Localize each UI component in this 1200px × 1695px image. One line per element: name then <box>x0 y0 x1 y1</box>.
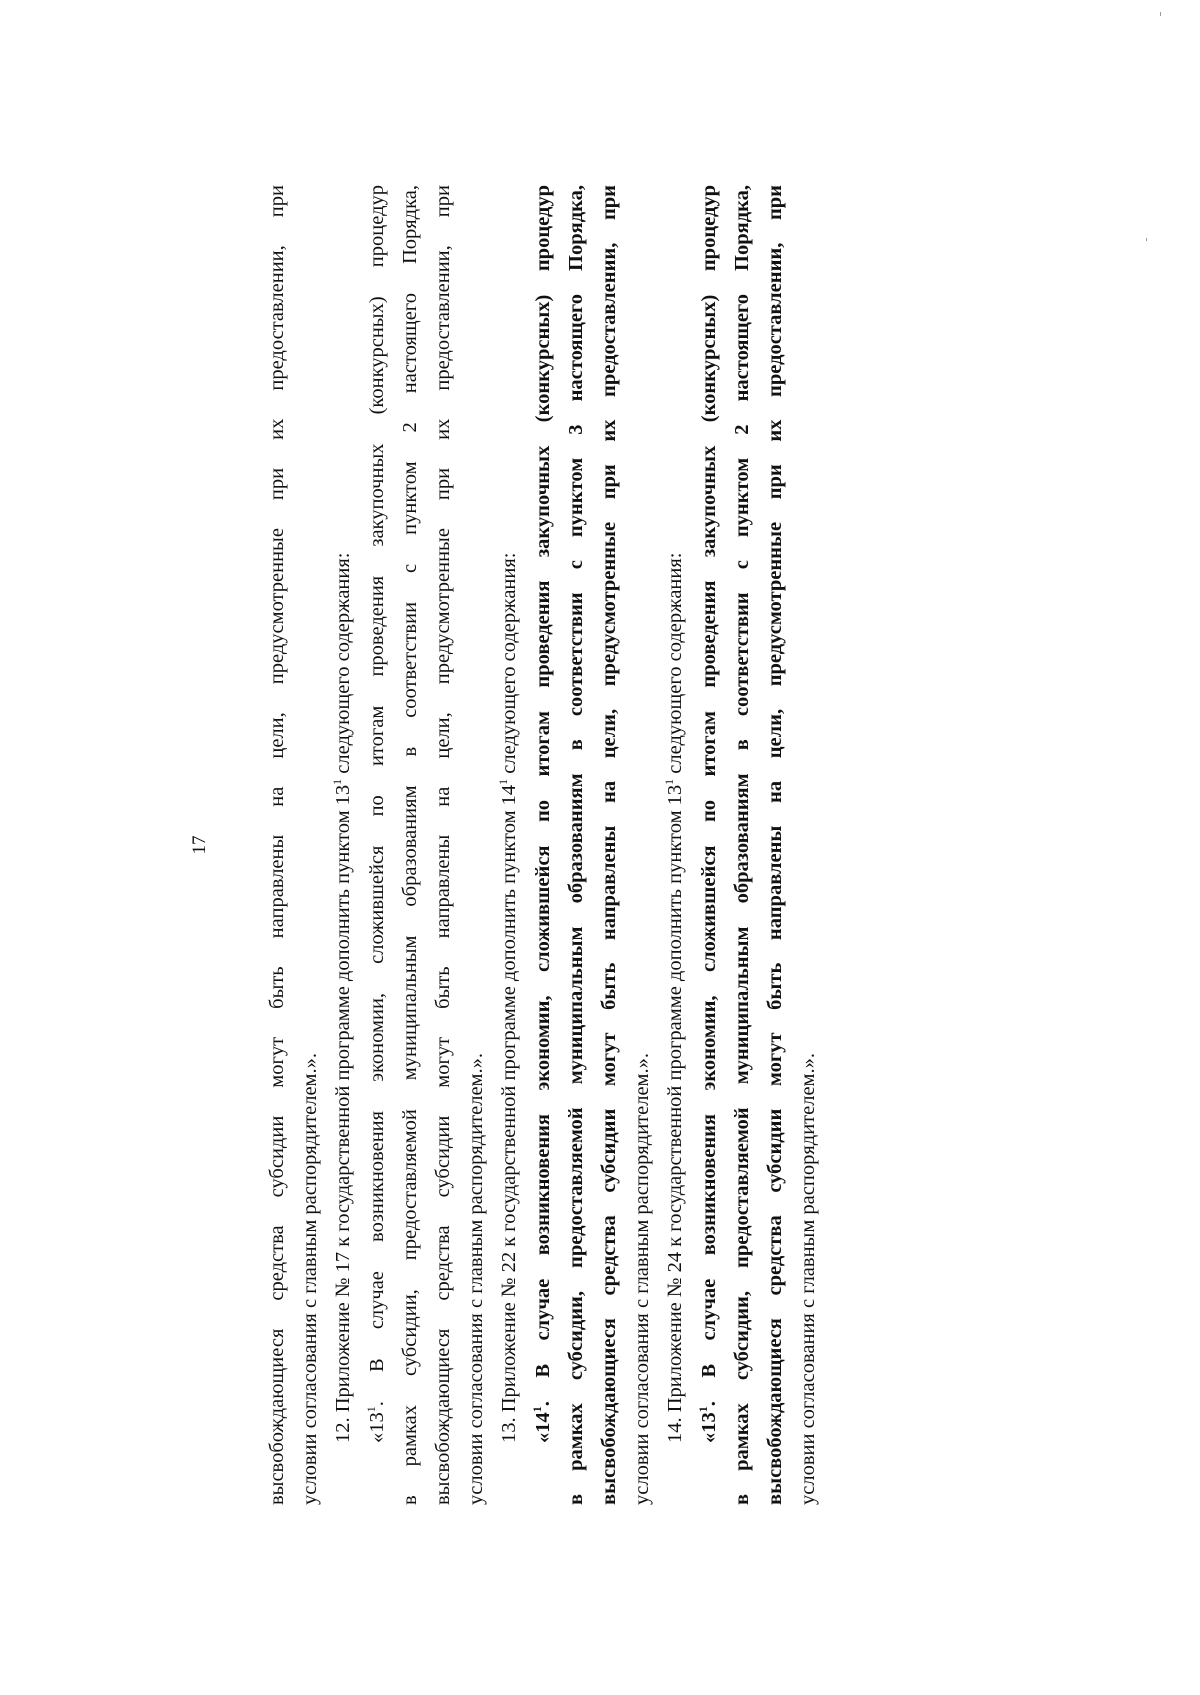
text-line: условии согласования с главным распорядителем.». <box>631 1052 654 1505</box>
text-line: высвобождающиеся средства субсидии могут быть направлены на цели, предусмотренные при их предоставлении, при <box>432 185 455 1505</box>
scan-speck <box>1146 238 1147 241</box>
page-number: 17 <box>189 835 210 855</box>
text-line: в рамках субсидии, предоставляемой муниципальным образованиям в соответствии с пунктом 2 настоящего Порядка, <box>730 185 753 1505</box>
text-line: «$14^1$. В случае возникновения экономии, сложившейся по итогам проведения закупочных (конкурсных) процедур <box>529 185 554 1443</box>
document-body <box>261 185 825 1505</box>
text-line: «$13^1$. В случае возникновения экономии, сложившейся по итогам проведения закупочных (конкурсных) процедур <box>363 185 388 1443</box>
paragraph-heading-13: 13. Приложение № 22 к государственной программе дополнить пунктом $14^1$ следующего содержания: <box>496 552 521 1443</box>
text-line: «$13^1$. В случае возникновения экономии, сложившейся по итогам проведения закупочных (конкурсных) процедур <box>695 185 720 1443</box>
text-line: в рамках субсидии, предоставляемой муниципальным образованиям в соответствии с пунктом 3 настоящего Порядка, <box>564 185 587 1505</box>
paragraph-heading-12: 12. Приложение № 17 к государственной программе дополнить пунктом $13^1$ следующего содержания: <box>330 552 355 1443</box>
text-line: условии согласования с главным распорядителем.». <box>465 1052 488 1505</box>
rotated-text-block <box>190 185 825 1505</box>
text-line: высвобождающиеся средства субсидии могут быть направлены на цели, предусмотренные при их предоставлении, при <box>266 185 288 1505</box>
text-line: в рамках субсидии, предоставляемой муниципальным образованиям в соответствии с пунктом 2 настоящего Порядка, <box>398 185 421 1505</box>
text-line: высвобождающиеся средства субсидии могут быть направлены на цели, предусмотренные при их предоставлении, при <box>764 185 787 1505</box>
scan-speck <box>1160 12 1161 16</box>
text-line: высвобождающиеся средства субсидии могут быть направлены на цели, предусмотренные при их предоставлении, при <box>598 185 621 1505</box>
paragraph-heading-14: 14. Приложение № 24 к государственной программе дополнить пунктом $13^1$ следующего содержания: <box>662 552 687 1443</box>
text-line: условии согласования с главным распорядителем.». <box>299 1052 322 1505</box>
text-line: условии согласования с главным распорядителем.». <box>797 1052 820 1505</box>
